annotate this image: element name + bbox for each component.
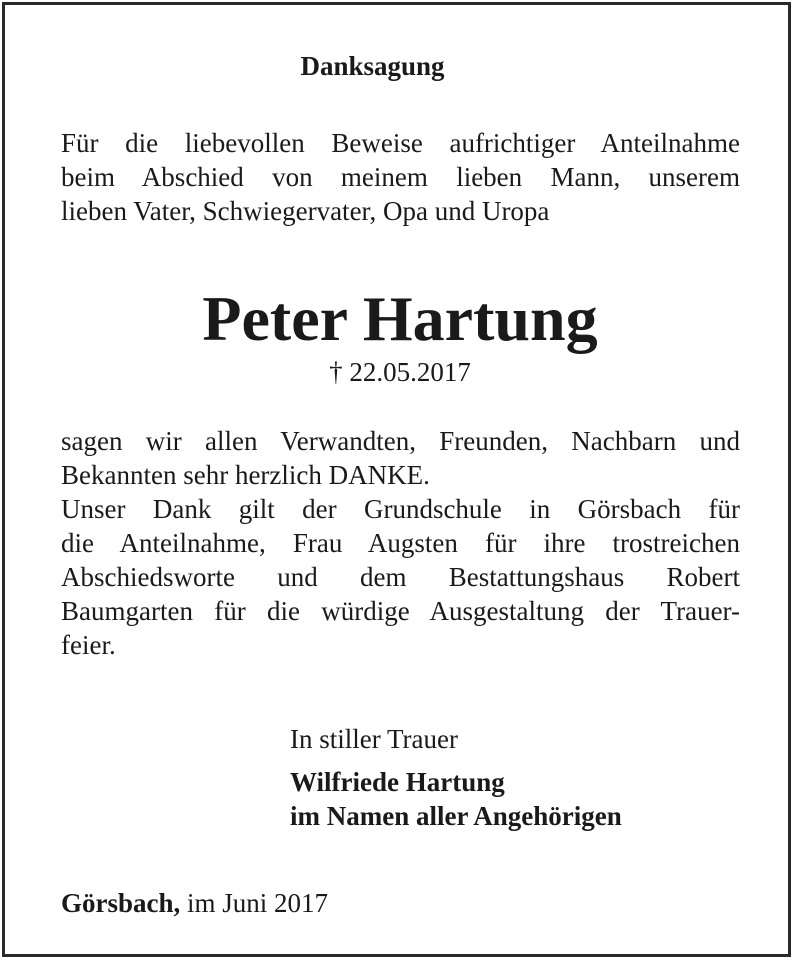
thanks-line: Baumgarten für die würdige Ausgestaltung der Trauer- (61, 596, 740, 626)
death-date: † 22.05.2017 (329, 357, 471, 387)
place-date-line (61, 886, 328, 920)
place: Görsbach, (61, 888, 181, 918)
intro-line: lieben Vater, Schwiegervater, Opa und Uropa (61, 196, 550, 226)
thanks-line: feier. (61, 630, 116, 660)
thanks-line: die Anteilnahme, Frau Augsten für ihre trostreichen (61, 528, 740, 558)
intro-line: beim Abschied von meinem lieben Mann, unserem (61, 162, 740, 192)
thanks-line: Abschiedsworte und dem Bestattungshaus Robert (61, 562, 740, 592)
signer-name: Wilfriede Hartung (290, 767, 505, 797)
mourning-phrase: In stiller Trauer (290, 724, 458, 754)
deceased-name: Peter Hartung (202, 283, 598, 354)
notice-heading: Danksagung (300, 51, 445, 81)
thanks-paragraph (61, 424, 740, 662)
intro-line: Für die liebevollen Beweise aufrichtiger Anteilnahme (61, 128, 740, 158)
thanks-line: Bekannten sehr herzlich DANKE. (61, 460, 430, 490)
thanks-line: Unser Dank gilt der Grundschule in Görsbach für (61, 494, 740, 524)
date: im Juni 2017 (187, 888, 329, 918)
intro-paragraph (61, 126, 740, 228)
thanks-line: sagen wir allen Verwandten, Freunden, Nachbarn und (61, 426, 740, 456)
signer-note: im Namen aller Angehörigen (290, 801, 622, 831)
signers-block (290, 765, 622, 833)
